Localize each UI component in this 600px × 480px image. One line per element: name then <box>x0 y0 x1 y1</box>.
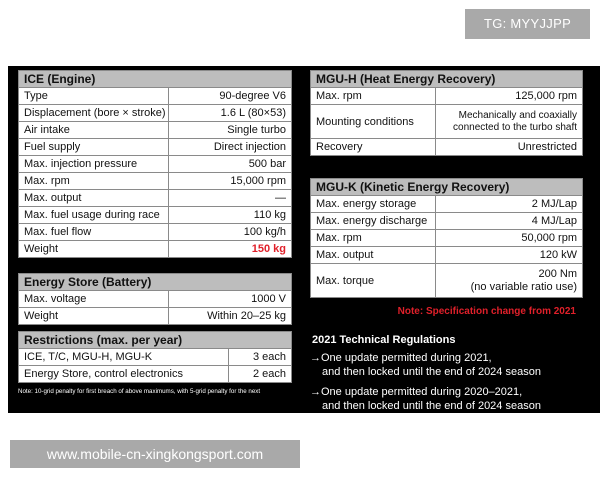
table-row: Max. output — <box>19 190 292 207</box>
mguh-table <box>310 70 583 156</box>
mguk-title: MGU-K (Kinetic Energy Recovery) <box>311 179 583 196</box>
table-row: Max. output 120 kW <box>311 247 583 264</box>
table-row: ICE, T/C, MGU-H, MGU-K 3 each <box>19 349 292 366</box>
mguk-table <box>310 178 583 298</box>
mguh-title: MGU-H (Heat Energy Recovery) <box>311 71 583 88</box>
ice-table <box>18 70 292 258</box>
restrictions-title: Restrictions (max. per year) <box>19 332 292 349</box>
regulations-title: 2021 Technical Regulations <box>312 334 456 346</box>
table-row: Mounting conditions Mechanically and coaxially connected to the turbo shaft <box>311 105 583 139</box>
table-row: Recovery Unrestricted <box>311 139 583 156</box>
table-row: Displacement (bore × stroke) 1.6 L (80×53) <box>19 105 292 122</box>
spec-change-note: Note: Specification change from 2021 <box>397 306 576 317</box>
table-row: Max. energy storage 2 MJ/Lap <box>311 196 583 213</box>
watermark-bottom: www.mobile-cn-xingkongsport.com <box>10 440 300 468</box>
table-row: Air intake Single turbo <box>19 122 292 139</box>
torque-note: (no variable ratio use) <box>470 280 578 293</box>
regulation-item: →One update permitted during 2020–2021, and then locked until the end of 2024 season <box>310 386 541 412</box>
table-row: Max. fuel flow 100 kg/h <box>19 224 292 241</box>
table-row: Weight Within 20–25 kg <box>19 308 292 325</box>
energy-store-table <box>18 273 292 325</box>
table-row: Energy Store, control electronics 2 each <box>19 366 292 383</box>
table-row: Max. voltage 1000 V <box>19 291 292 308</box>
watermark-top: TG: MYYJJPP <box>465 9 590 39</box>
table-row: Max. fuel usage during race 110 kg <box>19 207 292 224</box>
table-row: Weight 150 kg <box>19 241 292 258</box>
restrictions-table <box>18 331 292 383</box>
table-row: Max. torque 200 Nm (no variable ratio use) <box>311 264 583 298</box>
table-row: Max. injection pressure 500 bar <box>19 156 292 173</box>
torque-value: 200 Nm <box>538 267 578 280</box>
table-row: Max. rpm 15,000 rpm <box>19 173 292 190</box>
table-row: Max. energy discharge 4 MJ/Lap <box>311 213 583 230</box>
table-row: Max. rpm 125,000 rpm <box>311 88 583 105</box>
ice-title: ICE (Engine) <box>19 71 292 88</box>
regulation-item: →One update permitted during 2021, and then locked until the end of 2024 season <box>310 352 541 378</box>
weight-highlight: 150 kg <box>169 241 292 258</box>
penalty-note: Note: 10-grid penalty for first breach of above maximums, with 5-grid penalty for the next <box>18 388 261 395</box>
table-row: Fuel supply Direct injection <box>19 139 292 156</box>
table-row: Max. rpm 50,000 rpm <box>311 230 583 247</box>
energy-store-title: Energy Store (Battery) <box>19 274 292 291</box>
table-row: Type 90-degree V6 <box>19 88 292 105</box>
